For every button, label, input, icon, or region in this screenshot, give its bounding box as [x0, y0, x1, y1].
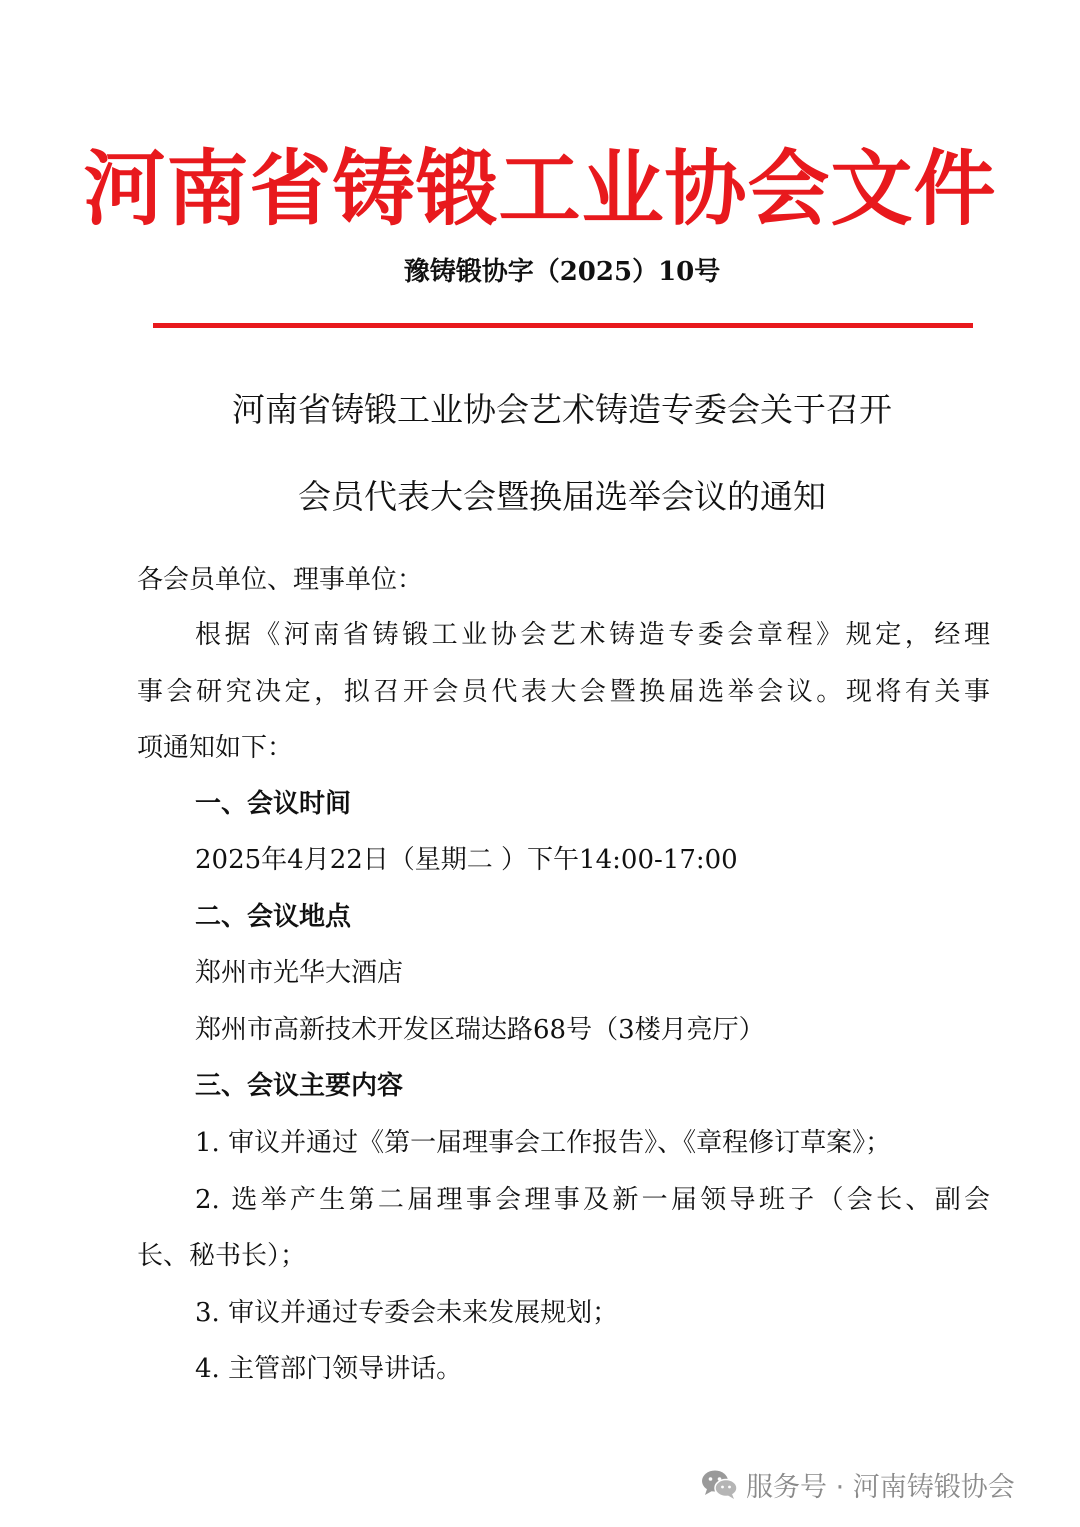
- intro-line-3: 项通知如下：: [137, 733, 294, 763]
- watermark-text: 服务号 · 河南铸锻协会: [746, 1471, 1015, 1503]
- section-1-heading: 一、会议时间: [195, 789, 352, 819]
- agenda-item-2-line-1: 2. 选举产生第二届理事会理事及新一届领导班子（会长、副会: [195, 1185, 990, 1215]
- intro-line-2: 事会研究决定，拟召开会员代表大会暨换届选举会议。现将有关事: [137, 677, 990, 707]
- document-number: 豫铸锻协字（2025）10号: [403, 257, 721, 287]
- wechat-icon: [700, 1468, 738, 1500]
- agenda-item-4: 4. 主管部门领导讲话。: [195, 1354, 463, 1384]
- intro-line-1: 根据《河南省铸锻工业协会艺术铸造专委会章程》规定，经理: [195, 620, 990, 650]
- agenda-item-2-line-2: 长、秘书长）；: [137, 1241, 307, 1271]
- salutation: 各会员单位、理事单位：: [137, 565, 424, 595]
- section-3-heading: 三、会议主要内容: [195, 1071, 404, 1101]
- meeting-venue: 郑州市光华大酒店: [195, 958, 404, 988]
- agenda-item-1: 1. 审议并通过《第一届理事会工作报告》、《章程修订草案》；: [195, 1128, 892, 1158]
- header-divider: [153, 323, 973, 328]
- section-2-heading: 二、会议地点: [195, 902, 352, 932]
- notice-title-line-2: 会员代表大会暨换届选举会议的通知: [298, 477, 826, 516]
- notice-title-line-1: 河南省铸锻工业协会艺术铸造专委会关于召开: [232, 390, 892, 429]
- document-header: 河南省铸锻工业协会文件: [83, 142, 997, 237]
- agenda-item-3: 3. 审议并通过专委会未来发展规划；: [195, 1298, 619, 1328]
- watermark: [700, 1462, 1015, 1506]
- meeting-address: 郑州市高新技术开发区瑞达路68号（3楼月亮厅）: [195, 1015, 765, 1045]
- meeting-time: 2025年4月22日（星期二 ）下午14:00-17:00: [195, 845, 738, 875]
